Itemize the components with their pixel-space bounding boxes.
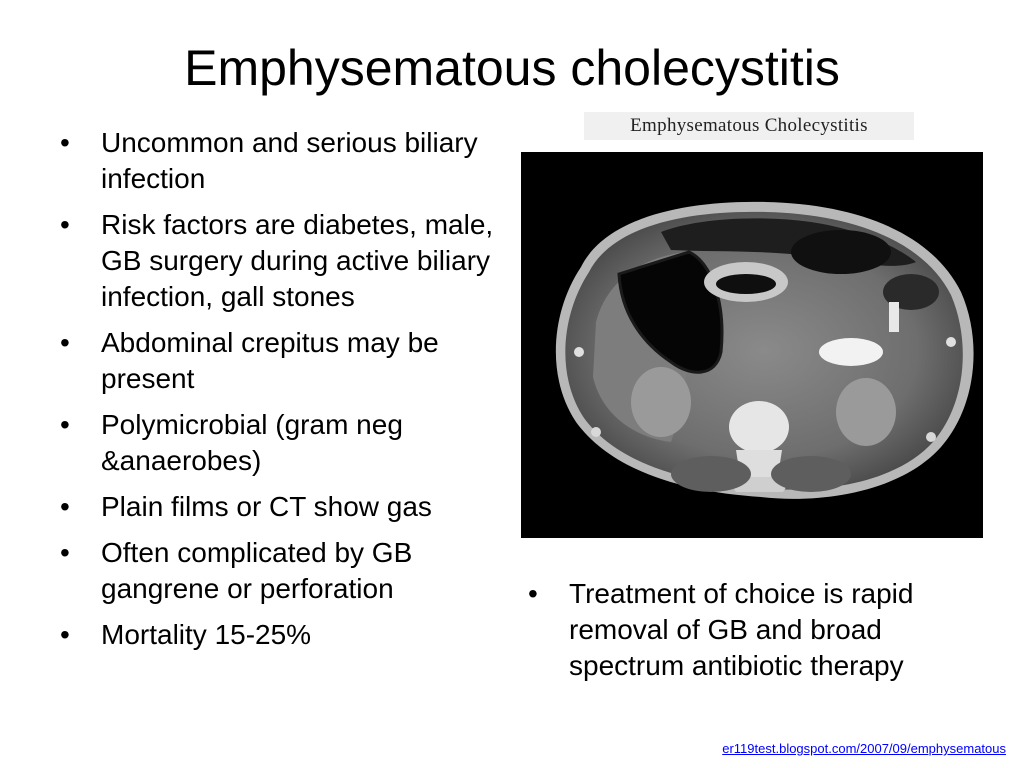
slide-title: Emphysematous cholecystitis: [184, 40, 840, 96]
bullet-item: [60, 125, 500, 197]
bullet-text: Polymicrobial (gram neg &anaerobes): [101, 409, 403, 476]
bullet-dot: •: [60, 127, 70, 158]
bullet-text: Plain films or CT show gas: [101, 491, 432, 522]
bullet-dot: •: [60, 537, 70, 568]
left-bullet-list: [60, 125, 500, 663]
bullet-text: Mortality 15-25%: [101, 619, 312, 650]
bullet-dot: •: [528, 578, 538, 609]
bullet-item: [528, 576, 968, 684]
bullet-text: Often complicated by GB gangrene or perforation: [101, 537, 413, 604]
bullet-item: [60, 535, 500, 607]
bullet-item: [60, 207, 500, 315]
bullet-text: Treatment of choice is rapid removal of GB and broad spectrum antibiotic therapy: [569, 578, 914, 681]
bullet-text: Abdominal crepitus may be present: [101, 327, 439, 394]
bullet-item: [60, 407, 500, 479]
ct-scan-image: [521, 152, 983, 538]
bullet-dot: •: [60, 491, 70, 522]
bullet-dot: •: [60, 209, 70, 240]
bullet-dot: •: [60, 409, 70, 440]
right-bullet-list: [528, 576, 968, 694]
figure-caption: Emphysematous Cholecystitis: [584, 112, 914, 140]
bullet-text: Risk factors are diabetes, male, GB surgery during active biliary infection, gall stones: [101, 209, 494, 312]
bullet-dot: •: [60, 619, 70, 650]
bullet-text: Uncommon and serious biliary infection: [101, 127, 478, 194]
bullet-item: [60, 617, 500, 653]
source-link[interactable]: er119test.blogspot.com/2007/09/emphysematous: [722, 741, 1006, 756]
bullet-item: [60, 489, 500, 525]
bullet-item: [60, 325, 500, 397]
bullet-dot: •: [60, 327, 70, 358]
